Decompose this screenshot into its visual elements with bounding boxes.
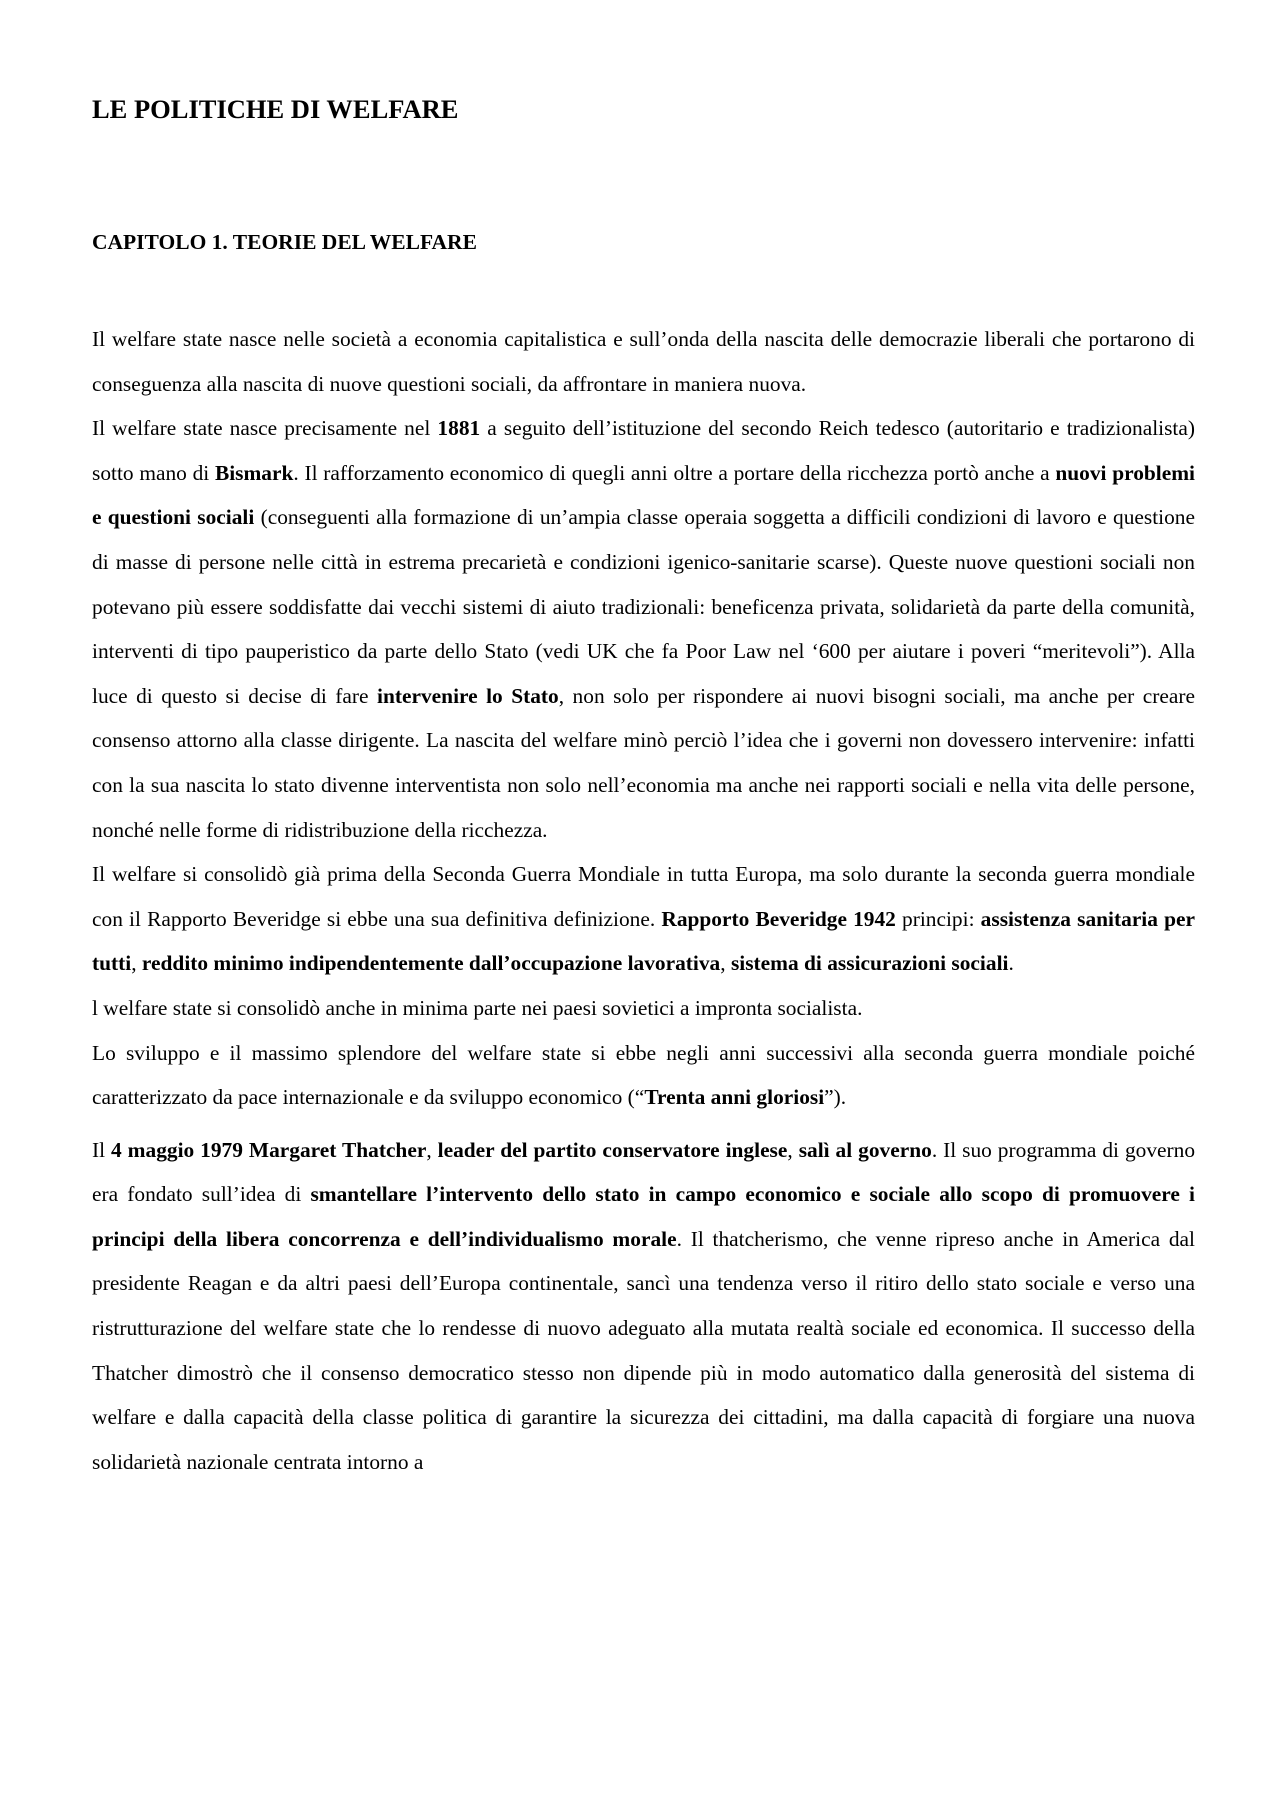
document-body: [92, 317, 1195, 1484]
text-segment: . Il suo programma di governo era fondato sull’idea di: [92, 1137, 1196, 1207]
bold-text-segment: assistenza sanitaria per tutti: [92, 906, 1195, 976]
bold-text-segment: sistema di assicurazioni sociali: [730, 951, 1009, 976]
text-segment: a seguito dell’istituzione del secondo Reich tedesco (autoritario e tradizionalista) sotto mano di: [92, 416, 1195, 485]
bold-text-segment: 1881: [437, 416, 481, 441]
bold-text-segment: salì al governo: [798, 1137, 932, 1162]
text-segment: l welfare state si consolidò anche in minima parte nei paesi sovietici a impronta socialista.: [92, 995, 863, 1020]
text-segment: Il welfare state nasce precisamente nel: [92, 416, 438, 441]
text-segment: . Il rafforzamento economico di quegli anni oltre a portare della ricchezza portò anche a: [293, 460, 1056, 485]
text-segment: principi:: [895, 906, 981, 931]
text-segment: ,: [787, 1137, 799, 1162]
text-segment: , non solo per rispondere ai nuovi bisogni sociali, ma anche per creare consenso attorno alla classe dirigente. La nascita del welfare minò perciò l’idea che i governi non dovessero intervenire: infatti con la sua nascita lo stato divenne interventista non solo nell’economia ma anche nei rapporti sociali e nella vita delle persone, nonché nelle forme di ridistribuzione della ricchezza.: [92, 683, 1195, 842]
paragraph: [92, 852, 1195, 986]
paragraph: [92, 1031, 1195, 1120]
text-segment: ,: [720, 951, 731, 976]
paragraph: [92, 986, 1195, 1031]
text-segment: Il welfare state nasce nelle società a economia capitalistica e sull’onda della nascita delle democrazie liberali che portarono di conseguenza alla nascita di nuove questioni sociali, da affrontare in maniera nuova.: [92, 327, 1195, 396]
text-segment: .: [1008, 951, 1014, 976]
bold-text-segment: reddito minimo indipendentemente dall’occupazione lavorativa: [141, 951, 721, 976]
text-segment: ,: [131, 951, 142, 976]
text-segment: Il welfare si consolidò già prima della Seconda Guerra Mondiale in tutta Europa, ma solo durante la seconda guerra mondiale con il Rapporto Beveridge si ebbe una sua definitiva definizione.: [92, 862, 1195, 931]
text-segment: (conseguenti alla formazione di un’ampia classe operaia soggetta a difficili condizioni di lavoro e questione di masse di persone nelle città in estrema precarietà e condizioni igenico-sanitarie scarse). Queste nuove questioni sociali non potevano più essere soddisfatte dai vecchi sistemi di aiuto tradizionali: beneficenza privata, solidarietà da parte della comunità, interventi di tipo pauperistico da parte dello Stato (vedi UK che fa Poor Law nel ‘600 per aiutare i poveri “meritevoli”). Alla luce di questo si decise di fare: [92, 505, 1195, 708]
paragraph: [92, 1128, 1195, 1485]
chapter-title: CAPITOLO 1. TEORIE DEL WELFARE: [92, 230, 477, 254]
bold-text-segment: Trenta anni gloriosi: [644, 1085, 825, 1110]
text-segment: Il: [92, 1137, 112, 1162]
text-segment: . Il thatcherismo, che venne ripreso anche in America dal presidente Reagan e da altri paesi dell’Europa continentale, sancì una tendenza verso il ritiro dello stato sociale e verso una ristrutturazione del welfare state che lo rendesse di nuovo adeguato alla mutata realtà sociale ed economica. Il successo della Thatcher dimostrò che il consenso democratico stesso non dipende più in modo automatico dalla generosità del sistema di welfare e dalla capacità della classe politica di garantire la sicurezza dei cittadini, ma dalla capacità di forgiare una nuova solidarietà nazionale centrata intorno a: [92, 1226, 1195, 1474]
bold-text-segment: nuovi problemi e questioni sociali: [92, 460, 1195, 530]
paragraph: [92, 317, 1195, 406]
bold-text-segment: Bismark: [214, 460, 294, 485]
text-segment: ”).: [824, 1085, 847, 1110]
text-segment: Lo sviluppo e il massimo splendore del welfare state si ebbe negli anni successivi alla seconda guerra mondiale poiché caratterizzato da pace internazionale e da sviluppo economico (“: [92, 1040, 1195, 1110]
bold-text-segment: intervenire lo Stato: [377, 683, 559, 708]
text-segment: ,: [426, 1137, 438, 1162]
document-title: LE POLITICHE DI WELFARE: [92, 94, 459, 124]
paragraph: [92, 406, 1195, 852]
bold-text-segment: leader del partito conservatore inglese: [437, 1137, 788, 1162]
bold-text-segment: 4 maggio 1979 Margaret Thatcher: [111, 1137, 427, 1162]
bold-text-segment: Rapporto Beveridge 1942: [661, 906, 896, 931]
bold-text-segment: smantellare l’intervento dello stato in campo economico e sociale allo scopo di promuovere i principi della libera concorrenza e dell’individualismo morale: [92, 1182, 1195, 1251]
